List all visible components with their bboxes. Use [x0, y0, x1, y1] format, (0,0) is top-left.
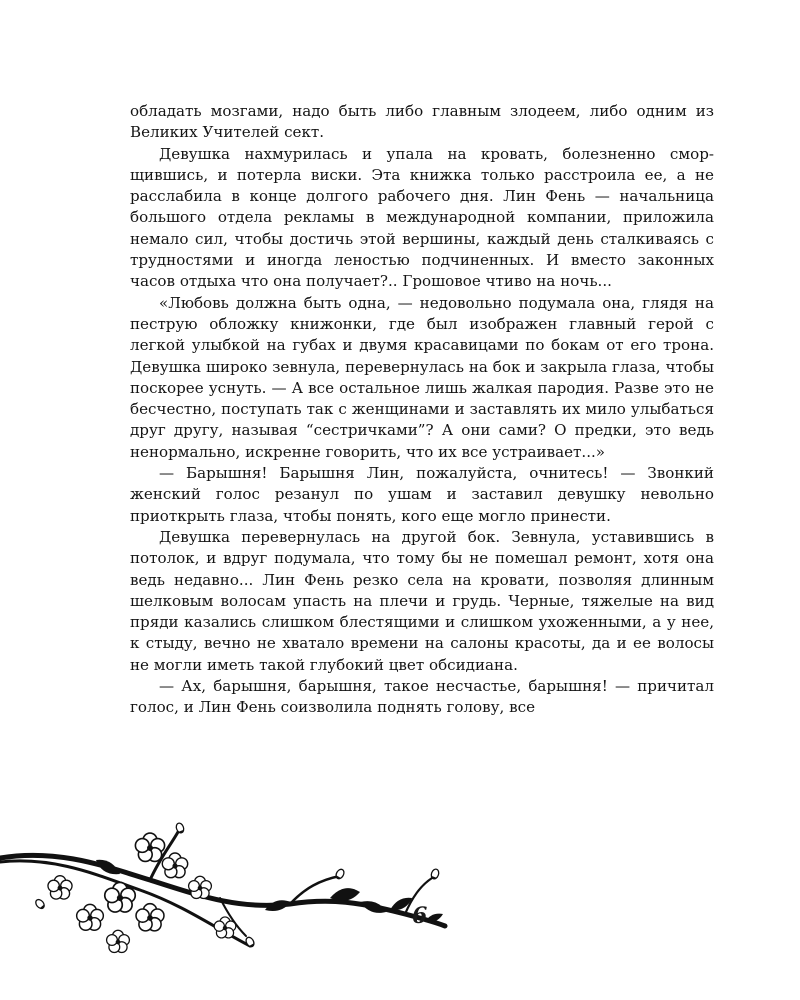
paragraph: — Барышня! Барышня Лин, пожалуйста, очнитесь! — Звонкий женский голос резанул по ушам и заставил девушку невольно приоткрыть глаза, чтобы понять, кого еще могло принести. [130, 464, 714, 525]
paragraph: Девушка нахмурилась и упала на кровать, болезненно сморщившись, и потерла виски. Эта книжка только расстроила ее, а не расслабила в конце долгого рабочего дня. Лин Фень — начальница большого отдела рекламы в международной компании, приложила немало сил, чтобы достичь этой вершины, каждый день сталкиваясь с трудностями и иногда леностью подчиненных. И вместо законных часов отдыха что она получает?.. Грошовое чтиво на ночь... [130, 144, 714, 291]
cherry-blossom-branch-icon [0, 818, 460, 958]
paragraph: «Любовь должна быть одна, — недовольно подумала она, глядя на пеструю обложку книжонки, где был изображен главный герой с легкой улыбкой на губах и двумя красавицами по бокам от его трона. Девушка широко зевнула, перевернулась на бок и закрыла глаза, чтобы поскорее уснуть. — А все остальное лишь жалкая пародия. Разве это не бесчестно, поступать так с женщинами и заставлять их мило улыбаться друг другу, называя “сестричками”? А они сами? О предки, это ведь ненормально, искренне говорить, что их все устраивает...» [130, 293, 714, 461]
paragraph: обладать мозгами, надо быть либо главным злодеем, либо одним из Великих Учителей сект. [130, 102, 714, 142]
paragraph: — Ах, барышня, барышня, такое несчастье, барышня! — причитал голос, и Лин Фень соизволила поднять голову, все [130, 677, 714, 717]
paragraph: Девушка перевернулась на другой бок. Зевнула, уставившись в потолок, и вдруг подумала, что тому бы не помешал ремонт, хотя она ведь недавно... Лин Фень резко села на кровати, позволяя длинным шелковым волосам упасть на плечи и грудь. Черные, тяжелые на вид пряди казались слишком блестящими и слишком ухоженными, а у нее, к стыду, вечно не хватало времени на салоны красоты, да и ее волосы не могли иметь такой глубокий цвет обсидиана. [130, 527, 714, 674]
page-number: 6 [412, 903, 428, 929]
body-text [130, 101, 714, 719]
